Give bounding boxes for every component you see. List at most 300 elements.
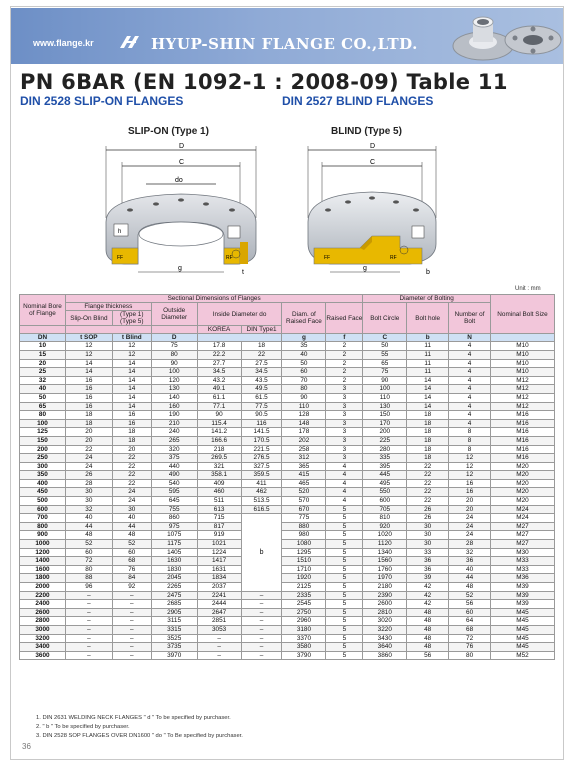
table-cell: 14 [112, 359, 151, 368]
table-cell: 4 [449, 393, 491, 402]
table-cell: 4 [326, 488, 363, 497]
table-cell: 5 [326, 617, 363, 626]
table-cell: 36 [407, 557, 449, 566]
table-cell-dn: 10 [20, 342, 66, 351]
table-cell: 4 [326, 497, 363, 506]
table-cell: 28 [449, 540, 491, 549]
header-nominal-bolt-size: Nominal Bolt Size [491, 295, 555, 334]
table-cell: 200 [363, 428, 407, 437]
table-cell: 48 [407, 625, 449, 634]
table-cell: 110 [282, 402, 326, 411]
table-cell-dn: 80 [20, 411, 66, 420]
table-cell: 3053 [197, 625, 241, 634]
table-cell: 2 [326, 342, 363, 351]
table-cell: M45 [491, 625, 555, 634]
table-cell: 445 [363, 471, 407, 480]
table-cell: 16 [65, 393, 112, 402]
table-cell: 2 [326, 368, 363, 377]
table-cell: 269.5 [197, 454, 241, 463]
sym-dn: DN [20, 334, 66, 342]
table-cell: 1417 [197, 557, 241, 566]
rf-label: RF [226, 255, 233, 261]
table-cell: 56 [449, 600, 491, 609]
table-cell: 860 [151, 514, 197, 523]
table-cell: M16 [491, 454, 555, 463]
table-cell-dn: 1800 [20, 574, 66, 583]
table-row [20, 436, 555, 445]
table-cell: 2 [326, 359, 363, 368]
table-cell: – [112, 651, 151, 660]
table-cell: M24 [491, 505, 555, 514]
table-cell: 20 [449, 497, 491, 506]
table-cell: 218 [197, 445, 241, 454]
table-cell: 375 [151, 454, 197, 463]
table-cell: 3 [326, 385, 363, 394]
table-cell: 5 [326, 643, 363, 652]
table-cell: 715 [197, 514, 241, 523]
table-cell: 40 [112, 514, 151, 523]
table-row [20, 428, 555, 437]
table-cell: 60 [282, 368, 326, 377]
table-cell-dn: 32 [20, 376, 66, 385]
table-cell-dn: 3400 [20, 643, 66, 652]
table-cell: 40 [65, 514, 112, 523]
table-cell: 2545 [282, 600, 326, 609]
table-cell: 60 [112, 548, 151, 557]
table-cell: – [112, 634, 151, 643]
table-cell: 1175 [151, 540, 197, 549]
table-cell: 2685 [151, 600, 197, 609]
table-cell: 3020 [363, 617, 407, 626]
table-cell: M16 [491, 428, 555, 437]
table-cell: 817 [197, 522, 241, 531]
table-row [20, 634, 555, 643]
table-cell: 22 [65, 445, 112, 454]
header-raised-face: Raised Face [326, 303, 363, 334]
table-cell: 52 [65, 540, 112, 549]
table-cell: 16 [65, 376, 112, 385]
table-cell: 42 [407, 591, 449, 600]
table-cell-dn: 250 [20, 454, 66, 463]
table-cell: 3970 [151, 651, 197, 660]
table-cell: 22 [407, 471, 449, 480]
table-cell: M30 [491, 548, 555, 557]
table-cell: 4 [449, 376, 491, 385]
table-cell: M10 [491, 368, 555, 377]
table-cell: 5 [326, 565, 363, 574]
table-cell: 72 [449, 634, 491, 643]
table-cell: M36 [491, 574, 555, 583]
header-diam-raised-face: Diam. of Raised Face [282, 303, 326, 334]
table-row [20, 454, 555, 463]
table-cell: 76 [112, 565, 151, 574]
table-cell: 140 [151, 393, 197, 402]
table-row [20, 488, 555, 497]
table-cell: – [65, 643, 112, 652]
table-cell: – [197, 651, 241, 660]
table-cell: 12 [65, 342, 112, 351]
table-row [20, 385, 555, 394]
table-cell: 120 [151, 376, 197, 385]
table-cell-dn: 200 [20, 445, 66, 454]
table-cell: 775 [282, 514, 326, 523]
table-cell: 14 [407, 376, 449, 385]
table-cell: 3735 [151, 643, 197, 652]
table-cell: 3115 [151, 617, 197, 626]
table-cell: 14 [112, 376, 151, 385]
table-cell: 919 [197, 531, 241, 540]
table-cell: – [197, 634, 241, 643]
blind-rf-label: RF [390, 255, 397, 261]
table-row [20, 548, 555, 557]
table-cell: 39 [407, 574, 449, 583]
table-row [20, 600, 555, 609]
table-cell: – [65, 600, 112, 609]
table-cell: 550 [363, 488, 407, 497]
table-cell: – [112, 600, 151, 609]
table-cell: 3 [326, 419, 363, 428]
table-row [20, 462, 555, 471]
flange-dimension-table [19, 294, 555, 660]
table-row [20, 608, 555, 617]
table-cell: 2241 [197, 591, 241, 600]
table-cell: 3 [326, 393, 363, 402]
dim-do-label: do [175, 177, 183, 184]
table-cell: 20 [112, 445, 151, 454]
sym-bolt [491, 334, 555, 342]
unit-label: Unit : mm [515, 286, 541, 292]
table-cell: 22 [407, 479, 449, 488]
table-cell: M16 [491, 411, 555, 420]
table-cell: 96 [65, 583, 112, 592]
table-cell: M27 [491, 540, 555, 549]
table-cell: 22 [112, 454, 151, 463]
dim-t-label: t [242, 269, 244, 276]
table-cell: 14 [112, 368, 151, 377]
table-cell: – [241, 591, 282, 600]
website-url[interactable]: www.flange.kr [33, 38, 94, 48]
table-cell: 810 [363, 514, 407, 523]
table-cell: 17.8 [197, 342, 241, 351]
table-cell: 1510 [282, 557, 326, 566]
table-cell: 32 [449, 548, 491, 557]
table-cell: – [241, 625, 282, 634]
sym-do [197, 334, 282, 342]
table-cell: 14 [407, 402, 449, 411]
dim-g-label: g [178, 265, 182, 272]
table-cell-dn: 2200 [20, 591, 66, 600]
table-cell: 16 [449, 488, 491, 497]
table-cell: 1405 [151, 548, 197, 557]
table-cell: M39 [491, 583, 555, 592]
table-cell: 170 [363, 419, 407, 428]
table-cell-dn: 20 [20, 359, 66, 368]
table-cell: 280 [363, 445, 407, 454]
table-cell: M45 [491, 608, 555, 617]
table-cell: 1834 [197, 574, 241, 583]
table-cell: 2265 [151, 583, 197, 592]
table-cell: 3 [326, 428, 363, 437]
table-cell: 128 [282, 411, 326, 420]
table-cell: 2037 [197, 583, 241, 592]
table-row [20, 565, 555, 574]
table-cell-dn: 150 [20, 436, 66, 445]
table-cell: 18 [65, 411, 112, 420]
table-cell: 24 [112, 497, 151, 506]
table-cell: 18 [407, 436, 449, 445]
table-row [20, 342, 555, 351]
table-cell: M27 [491, 531, 555, 540]
table-cell: 1760 [363, 565, 407, 574]
table-cell: 520 [282, 488, 326, 497]
table-cell: 84 [112, 574, 151, 583]
table-cell-dn: 450 [20, 488, 66, 497]
table-cell: 1560 [363, 557, 407, 566]
table-row [20, 497, 555, 506]
table-cell: 3580 [282, 643, 326, 652]
table-row [20, 350, 555, 359]
table-cell: 22 [112, 471, 151, 480]
table-cell-dn: 2600 [20, 608, 66, 617]
table-cell: 34.5 [241, 368, 282, 377]
header-diameter-bolting: Diameter of Bolting [363, 295, 491, 303]
table-cell: – [112, 617, 151, 626]
table-cell: 5 [326, 557, 363, 566]
table-row [20, 514, 555, 523]
table-cell-dn: 3600 [20, 651, 66, 660]
table-cell: 12 [449, 462, 491, 471]
table-cell: 221.5 [241, 445, 282, 454]
table-cell-dn: 2400 [20, 600, 66, 609]
header-blank [20, 326, 66, 334]
table-cell: 2905 [151, 608, 197, 617]
table-cell: 44 [112, 522, 151, 531]
table-cell: 3525 [151, 634, 197, 643]
table-cell: 30 [112, 505, 151, 514]
table-cell: 90 [363, 376, 407, 385]
table-cell: 88 [65, 574, 112, 583]
table-cell: 70 [282, 376, 326, 385]
table-cell: 90.5 [241, 411, 282, 420]
table-row [20, 643, 555, 652]
table-cell: 4 [449, 419, 491, 428]
table-cell: 1830 [151, 565, 197, 574]
table-cell: – [241, 617, 282, 626]
table-row [20, 522, 555, 531]
table-cell: 1630 [151, 557, 197, 566]
table-cell: 395 [363, 462, 407, 471]
table-cell: 42 [407, 600, 449, 609]
table-cell: 170.5 [241, 436, 282, 445]
table-cell: 18 [407, 419, 449, 428]
table-cell: M10 [491, 342, 555, 351]
table-cell: 80 [151, 350, 197, 359]
table-cell: – [241, 600, 282, 609]
table-cell: 8 [449, 436, 491, 445]
table-cell: 312 [282, 454, 326, 463]
table-cell: M16 [491, 445, 555, 454]
table-cell: M39 [491, 591, 555, 600]
table-row [20, 402, 555, 411]
table-cell-dn: 400 [20, 479, 66, 488]
header-blank-2 [65, 326, 151, 334]
table-cell: 2750 [282, 608, 326, 617]
table-row [20, 411, 555, 420]
table-cell: 90 [151, 359, 197, 368]
table-cell: 3 [326, 445, 363, 454]
table-cell: 2045 [151, 574, 197, 583]
table-cell: – [241, 634, 282, 643]
blind-flange-diagram [300, 138, 450, 280]
table-row [20, 617, 555, 626]
table-cell: – [197, 643, 241, 652]
table-cell: 495 [363, 479, 407, 488]
table-cell: 202 [282, 436, 326, 445]
table-cell: 60 [65, 548, 112, 557]
table-cell: 16 [112, 411, 151, 420]
table-cell-dn: 125 [20, 428, 66, 437]
table-cell: 30 [407, 540, 449, 549]
table-cell: 2125 [282, 583, 326, 592]
table-cell: 24 [449, 531, 491, 540]
table-cell: 90 [282, 393, 326, 402]
table-cell: – [112, 591, 151, 600]
table-cell: 48 [407, 608, 449, 617]
table-cell: 160 [151, 402, 197, 411]
sym-t-blind: t Blind [112, 334, 151, 342]
blind-dim-C-label: C [370, 159, 376, 166]
table-cell: 5 [326, 522, 363, 531]
table-cell: M20 [491, 479, 555, 488]
table-row [20, 471, 555, 480]
header-type-labels: (Type 1) (Type 5) [112, 311, 151, 326]
table-cell: 178 [282, 428, 326, 437]
table-cell: – [65, 625, 112, 634]
table-cell: 975 [151, 522, 197, 531]
table-cell: 14 [65, 368, 112, 377]
table-cell: 4 [449, 411, 491, 420]
dim-C-label: C [179, 159, 185, 166]
table-row [20, 445, 555, 454]
table-cell: 358.1 [197, 471, 241, 480]
table-cell: 18 [241, 342, 282, 351]
table-cell: 12 [112, 342, 151, 351]
table-cell: 3 [326, 411, 363, 420]
footnote-2: 2. " b " To be specified by purchaser. [36, 724, 130, 730]
table-row [20, 479, 555, 488]
table-cell-dn: 1200 [20, 548, 66, 557]
table-cell: 43.2 [197, 376, 241, 385]
table-cell: 50 [363, 342, 407, 351]
table-cell: 30 [65, 497, 112, 506]
table-cell: 56 [407, 651, 449, 660]
table-cell: – [112, 625, 151, 634]
table-cell-dn: 1000 [20, 540, 66, 549]
table-cell: 2810 [363, 608, 407, 617]
table-cell: 460 [197, 488, 241, 497]
header-bolt-hole: Bolt hole [407, 303, 449, 334]
table-cell: 20 [65, 436, 112, 445]
table-cell-dn: 800 [20, 522, 66, 531]
table-cell: 365 [282, 462, 326, 471]
table-cell: 1021 [197, 540, 241, 549]
table-cell: 49.1 [197, 385, 241, 394]
table-cell: 4 [449, 402, 491, 411]
table-cell-dn: 2800 [20, 617, 66, 626]
header-nominal-bore: Nominal Bore of Flange [20, 295, 66, 326]
table-cell: 22 [112, 462, 151, 471]
table-cell-dn: 2000 [20, 583, 66, 592]
table-cell: M12 [491, 402, 555, 411]
table-cell: 265 [151, 436, 197, 445]
table-cell: M10 [491, 350, 555, 359]
table-cell: 130 [363, 402, 407, 411]
table-row [20, 583, 555, 592]
table-cell: 44 [449, 574, 491, 583]
table-cell: 411 [241, 479, 282, 488]
blind-dim-D-label: D [370, 143, 376, 150]
table-cell: – [112, 643, 151, 652]
blind-dim-g-label: g [363, 265, 367, 272]
table-cell: 100 [151, 368, 197, 377]
table-cell: M12 [491, 393, 555, 402]
table-row [20, 505, 555, 514]
table-cell: 22 [241, 350, 282, 359]
header-flange-thickness: Flange thickness [65, 303, 151, 311]
header-number-of-bolt: Number of Bolt [449, 303, 491, 334]
table-cell: 12 [449, 471, 491, 480]
table-cell: 670 [282, 505, 326, 514]
table-cell: M45 [491, 617, 555, 626]
sym-g: g [282, 334, 326, 342]
table-cell: – [65, 617, 112, 626]
table-cell: 80 [65, 565, 112, 574]
table-cell: 4 [449, 350, 491, 359]
table-cell: 462 [241, 488, 282, 497]
table-cell: 490 [151, 471, 197, 480]
table-cell: 8 [449, 445, 491, 454]
header-korea: KOREA [197, 326, 241, 334]
table-cell: 2180 [363, 583, 407, 592]
table-cell: 55 [363, 350, 407, 359]
header-slip-on-blind: Slip-On Blind [65, 311, 112, 326]
table-cell: 1631 [197, 565, 241, 574]
table-cell: 22 [112, 479, 151, 488]
table-cell: M12 [491, 385, 555, 394]
table-row [20, 651, 555, 660]
table-cell: 26 [407, 505, 449, 514]
table-cell: M24 [491, 514, 555, 523]
table-cell: 48 [449, 583, 491, 592]
table-cell: 1080 [282, 540, 326, 549]
table-cell: 100 [363, 385, 407, 394]
table-row [20, 531, 555, 540]
slipon-flange-diagram [96, 138, 274, 280]
table-cell: M27 [491, 522, 555, 531]
table-cell: 22 [407, 488, 449, 497]
table-cell: 48 [407, 617, 449, 626]
table-cell: 27.7 [197, 359, 241, 368]
table-cell: 4 [449, 385, 491, 394]
table-cell: 12 [65, 350, 112, 359]
company-logo-icon [119, 34, 141, 50]
table-cell: 30 [407, 531, 449, 540]
table-cell: 616.5 [241, 505, 282, 514]
header-banner [11, 8, 563, 64]
table-cell: 92 [112, 583, 151, 592]
table-cell: 48 [407, 634, 449, 643]
table-cell: 16 [449, 479, 491, 488]
